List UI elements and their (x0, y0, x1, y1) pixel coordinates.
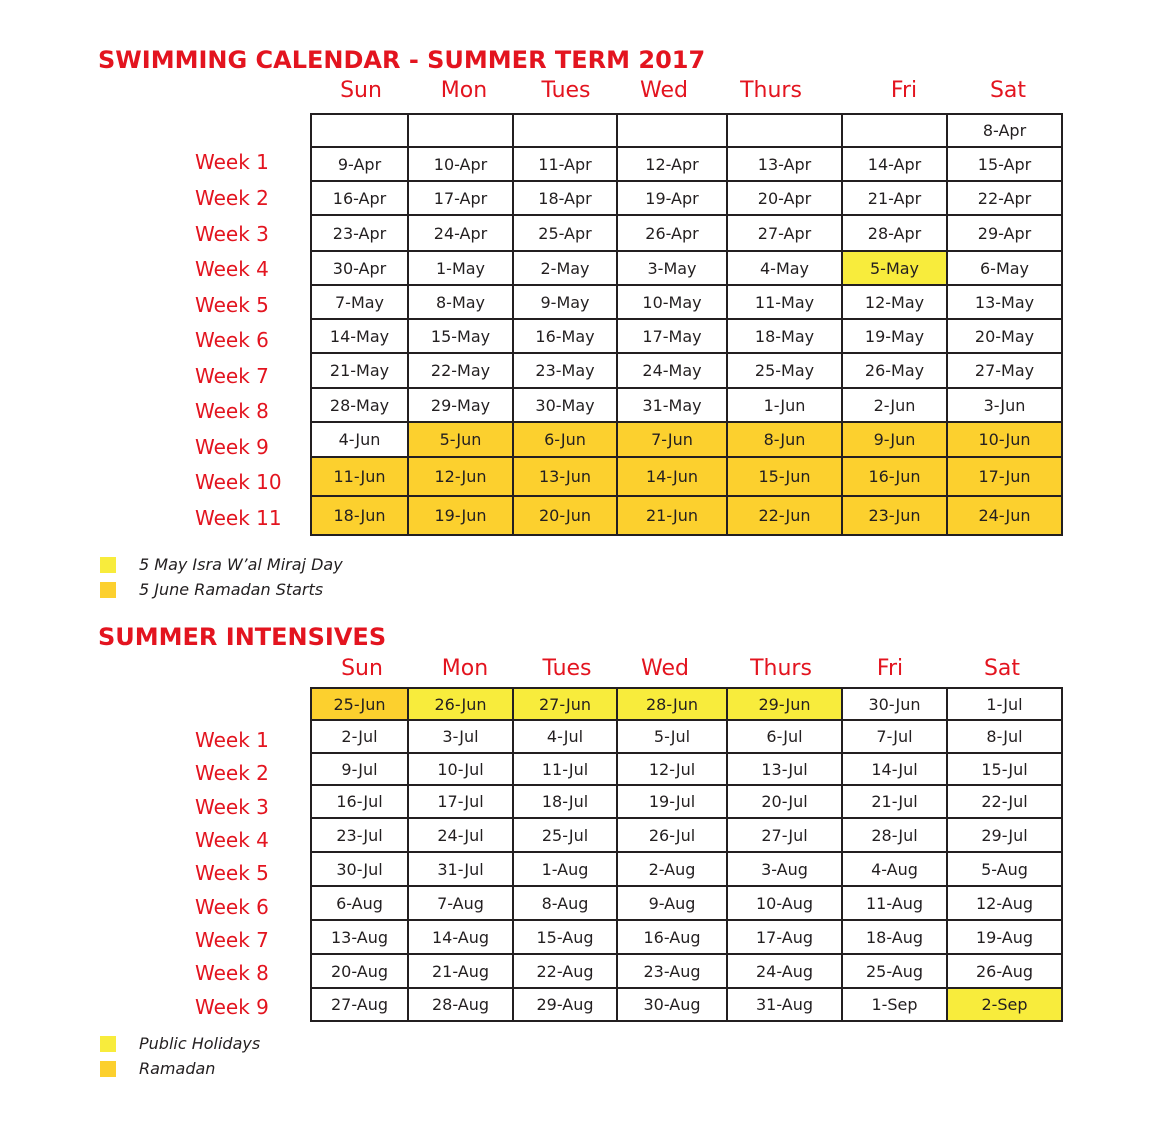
date-cell: 17-Jul (408, 785, 513, 818)
intensives-day-thu: Thurs (750, 656, 812, 681)
date-cell: 18-Aug (842, 920, 947, 954)
date-cell: 21-Aug (408, 954, 513, 988)
ramadan-swatch (100, 1061, 116, 1077)
date-cell: 17-May (617, 319, 727, 353)
date-cell: 11-Jun (311, 457, 408, 496)
intensives-calendar-grid (310, 687, 1063, 1022)
date-cell: 10-Jul (408, 753, 513, 785)
date-cell: 26-Jul (617, 818, 727, 852)
date-cell: 29-May (408, 388, 513, 422)
term-day-headers (0, 78, 1169, 108)
date-cell: 7-Jun (617, 422, 727, 457)
date-cell: 12-Apr (617, 147, 727, 181)
date-cell: 9-Apr (311, 147, 408, 181)
date-cell: 13-Apr (727, 147, 842, 181)
date-cell: 8-Jul (947, 720, 1062, 753)
date-cell: 22-Aug (513, 954, 617, 988)
date-cell: 15-Aug (513, 920, 617, 954)
date-cell: 4-May (727, 251, 842, 285)
date-cell: 28-Apr (842, 215, 947, 251)
date-cell: 19-Apr (617, 181, 727, 215)
date-cell: 5-Aug (947, 852, 1062, 886)
date-cell: 25-Aug (842, 954, 947, 988)
date-cell: 31-Jul (408, 852, 513, 886)
calendar-row (311, 720, 1062, 753)
intensives-week-label: Week 7 (195, 928, 269, 952)
date-cell: 20-Jul (727, 785, 842, 818)
date-cell: 27-Apr (727, 215, 842, 251)
calendar-row (311, 388, 1062, 422)
date-cell: 27-Jun (513, 688, 617, 720)
date-cell: 12-Aug (947, 886, 1062, 920)
date-cell: 16-Jul (311, 785, 408, 818)
term-calendar-grid (310, 113, 1063, 536)
date-cell: 22-Jun (727, 496, 842, 535)
date-cell: 19-May (842, 319, 947, 353)
date-cell: 11-May (727, 285, 842, 319)
date-cell: 24-Aug (727, 954, 842, 988)
intensives-week-label: Week 6 (195, 895, 269, 919)
date-cell: 4-Jun (311, 422, 408, 457)
term-day-thu: Thurs (740, 78, 802, 103)
date-cell: 30-May (513, 388, 617, 422)
date-cell: 28-Jul (842, 818, 947, 852)
date-cell: 16-May (513, 319, 617, 353)
date-cell: 14-Apr (842, 147, 947, 181)
date-cell: 11-Jul (513, 753, 617, 785)
intensives-week-label: Week 9 (195, 995, 269, 1019)
calendar-row (311, 785, 1062, 818)
calendar-row (311, 251, 1062, 285)
calendar-row (311, 181, 1062, 215)
date-cell: 15-Apr (947, 147, 1062, 181)
holiday-swatch (100, 1036, 116, 1052)
date-cell: 22-May (408, 353, 513, 388)
date-cell: 6-May (947, 251, 1062, 285)
date-cell: 1-May (408, 251, 513, 285)
legend-label: Ramadan (139, 1059, 216, 1078)
date-cell: 19-Jun (408, 496, 513, 535)
intensives-day-sat: Sat (983, 656, 1021, 681)
date-cell: 22-Apr (947, 181, 1062, 215)
term-week-label: Week 7 (195, 364, 269, 388)
date-cell: 6-Jul (727, 720, 842, 753)
term-week-label: Week 10 (195, 470, 282, 494)
date-cell: 25-Jul (513, 818, 617, 852)
date-cell: 24-Jul (408, 818, 513, 852)
term-week-label: Week 3 (195, 222, 269, 246)
date-cell: 20-May (947, 319, 1062, 353)
date-cell: 8-Apr (947, 114, 1062, 147)
legend-label: 5 June Ramadan Starts (139, 580, 324, 599)
date-cell: 3-Aug (727, 852, 842, 886)
term-day-wed: Wed (640, 78, 688, 103)
date-cell: 23-May (513, 353, 617, 388)
date-cell: 17-Apr (408, 181, 513, 215)
intensives-week-label: Week 8 (195, 961, 269, 985)
date-cell: 7-Aug (408, 886, 513, 920)
date-cell: 5-May (842, 251, 947, 285)
date-cell: 24-Jun (947, 496, 1062, 535)
date-cell: 23-Jul (311, 818, 408, 852)
date-cell: 14-Jul (842, 753, 947, 785)
calendar-row (311, 886, 1062, 920)
date-cell: 12-May (842, 285, 947, 319)
date-cell: 21-Apr (842, 181, 947, 215)
date-cell: 28-May (311, 388, 408, 422)
calendar-row (311, 818, 1062, 852)
date-cell: 24-Apr (408, 215, 513, 251)
legend-label: 5 May Isra W’al Miraj Day (139, 555, 343, 574)
date-cell: 24-May (617, 353, 727, 388)
date-cell: 16-Jun (842, 457, 947, 496)
calendar-row (311, 114, 1062, 147)
date-cell: 1-Sep (842, 988, 947, 1021)
date-cell: 20-Jun (513, 496, 617, 535)
date-cell: 14-Aug (408, 920, 513, 954)
date-cell: 1-Jul (947, 688, 1062, 720)
date-cell: 1-Aug (513, 852, 617, 886)
date-cell: 17-Aug (727, 920, 842, 954)
intensives-day-wed: Wed (641, 656, 689, 681)
ramadan-swatch (100, 582, 116, 598)
date-cell: 11-Apr (513, 147, 617, 181)
date-cell: 23-Jun (842, 496, 947, 535)
date-cell: 8-Jun (727, 422, 842, 457)
calendar-row (311, 920, 1062, 954)
date-cell: 29-Apr (947, 215, 1062, 251)
date-cell: 19-Aug (947, 920, 1062, 954)
date-cell: 8-May (408, 285, 513, 319)
intensives-day-tue: Tues (542, 656, 592, 681)
date-cell: 25-Apr (513, 215, 617, 251)
date-cell: 3-May (617, 251, 727, 285)
date-cell: 30-Jun (842, 688, 947, 720)
date-cell: 29-Jun (727, 688, 842, 720)
calendar-row (311, 852, 1062, 886)
intensives-week-label: Week 1 (195, 728, 269, 752)
date-cell: 18-May (727, 319, 842, 353)
date-cell: 26-Aug (947, 954, 1062, 988)
intensives-day-mon: Mon (441, 656, 489, 681)
date-cell: 29-Aug (513, 988, 617, 1021)
term-week-label: Week 4 (195, 257, 269, 281)
date-cell: 14-May (311, 319, 408, 353)
date-cell: 10-Apr (408, 147, 513, 181)
date-cell: 10-Jun (947, 422, 1062, 457)
calendar-row (311, 988, 1062, 1021)
calendar-row (311, 319, 1062, 353)
date-cell: 26-Jun (408, 688, 513, 720)
date-cell: 2-Sep (947, 988, 1062, 1021)
date-cell: 20-Aug (311, 954, 408, 988)
calendar-row (311, 496, 1062, 535)
date-cell: 15-Jun (727, 457, 842, 496)
holiday-swatch (100, 557, 116, 573)
legend-label: Public Holidays (139, 1034, 261, 1053)
date-cell: 11-Aug (842, 886, 947, 920)
date-cell: 15-May (408, 319, 513, 353)
date-cell: 25-May (727, 353, 842, 388)
date-cell: 13-Jul (727, 753, 842, 785)
date-cell: 10-May (617, 285, 727, 319)
date-cell: 3-Jun (947, 388, 1062, 422)
date-cell: 18-Jun (311, 496, 408, 535)
date-cell (408, 114, 513, 147)
term-day-sat: Sat (989, 78, 1027, 103)
date-cell: 31-Aug (727, 988, 842, 1021)
date-cell: 7-Jul (842, 720, 947, 753)
term-day-fri: Fri (890, 78, 918, 103)
date-cell: 28-Aug (408, 988, 513, 1021)
date-cell: 9-Aug (617, 886, 727, 920)
term-day-mon: Mon (440, 78, 488, 103)
term-title: SWIMMING CALENDAR - SUMMER TERM 2017 (98, 46, 706, 74)
term-day-sun: Sun (340, 78, 382, 103)
date-cell: 13-May (947, 285, 1062, 319)
date-cell: 30-Jul (311, 852, 408, 886)
date-cell: 30-Aug (617, 988, 727, 1021)
term-week-label: Week 1 (195, 150, 269, 174)
date-cell: 26-May (842, 353, 947, 388)
date-cell: 18-Jul (513, 785, 617, 818)
term-week-label: Week 11 (195, 506, 282, 530)
date-cell: 2-Jul (311, 720, 408, 753)
term-week-label: Week 9 (195, 435, 269, 459)
date-cell: 7-May (311, 285, 408, 319)
term-week-label: Week 8 (195, 399, 269, 423)
date-cell: 23-Apr (311, 215, 408, 251)
date-cell: 5-Jul (617, 720, 727, 753)
term-day-tue: Tues (541, 78, 591, 103)
intensives-week-label: Week 5 (195, 861, 269, 885)
date-cell: 10-Aug (727, 886, 842, 920)
date-cell: 14-Jun (617, 457, 727, 496)
date-cell: 4-Jul (513, 720, 617, 753)
date-cell: 31-May (617, 388, 727, 422)
date-cell (617, 114, 727, 147)
date-cell: 13-Aug (311, 920, 408, 954)
date-cell: 13-Jun (513, 457, 617, 496)
date-cell: 16-Aug (617, 920, 727, 954)
date-cell: 2-Jun (842, 388, 947, 422)
calendar-row (311, 954, 1062, 988)
date-cell: 2-May (513, 251, 617, 285)
calendar-row (311, 457, 1062, 496)
date-cell: 21-Jun (617, 496, 727, 535)
date-cell: 5-Jun (408, 422, 513, 457)
intensives-week-label: Week 2 (195, 761, 269, 785)
date-cell (842, 114, 947, 147)
date-cell: 9-Jul (311, 753, 408, 785)
date-cell: 15-Jul (947, 753, 1062, 785)
intensives-title: SUMMER INTENSIVES (98, 623, 387, 651)
date-cell (513, 114, 617, 147)
intensives-day-sun: Sun (341, 656, 383, 681)
term-week-label: Week 2 (195, 186, 269, 210)
date-cell: 25-Jun (311, 688, 408, 720)
date-cell: 12-Jun (408, 457, 513, 496)
date-cell: 28-Jun (617, 688, 727, 720)
date-cell (311, 114, 408, 147)
date-cell: 27-May (947, 353, 1062, 388)
calendar-row (311, 422, 1062, 457)
date-cell: 8-Aug (513, 886, 617, 920)
date-cell: 19-Jul (617, 785, 727, 818)
date-cell: 22-Jul (947, 785, 1062, 818)
calendar-row (311, 353, 1062, 388)
date-cell: 29-Jul (947, 818, 1062, 852)
date-cell: 27-Aug (311, 988, 408, 1021)
date-cell (727, 114, 842, 147)
date-cell: 30-Apr (311, 251, 408, 285)
date-cell: 4-Aug (842, 852, 947, 886)
date-cell: 12-Jul (617, 753, 727, 785)
date-cell: 20-Apr (727, 181, 842, 215)
date-cell: 18-Apr (513, 181, 617, 215)
date-cell: 16-Apr (311, 181, 408, 215)
intensives-week-label: Week 4 (195, 828, 269, 852)
date-cell: 6-Aug (311, 886, 408, 920)
calendar-row (311, 215, 1062, 251)
date-cell: 21-May (311, 353, 408, 388)
calendar-row (311, 285, 1062, 319)
date-cell: 6-Jun (513, 422, 617, 457)
date-cell: 23-Aug (617, 954, 727, 988)
calendar-row (311, 147, 1062, 181)
date-cell: 17-Jun (947, 457, 1062, 496)
date-cell: 1-Jun (727, 388, 842, 422)
date-cell: 2-Aug (617, 852, 727, 886)
date-cell: 3-Jul (408, 720, 513, 753)
intensives-week-label: Week 3 (195, 795, 269, 819)
date-cell: 27-Jul (727, 818, 842, 852)
date-cell: 9-Jun (842, 422, 947, 457)
date-cell: 21-Jul (842, 785, 947, 818)
calendar-row (311, 688, 1062, 720)
intensives-day-headers (0, 656, 1169, 686)
calendar-row (311, 753, 1062, 785)
intensives-day-fri: Fri (876, 656, 904, 681)
term-week-label: Week 5 (195, 293, 269, 317)
date-cell: 26-Apr (617, 215, 727, 251)
term-week-label: Week 6 (195, 328, 269, 352)
date-cell: 9-May (513, 285, 617, 319)
